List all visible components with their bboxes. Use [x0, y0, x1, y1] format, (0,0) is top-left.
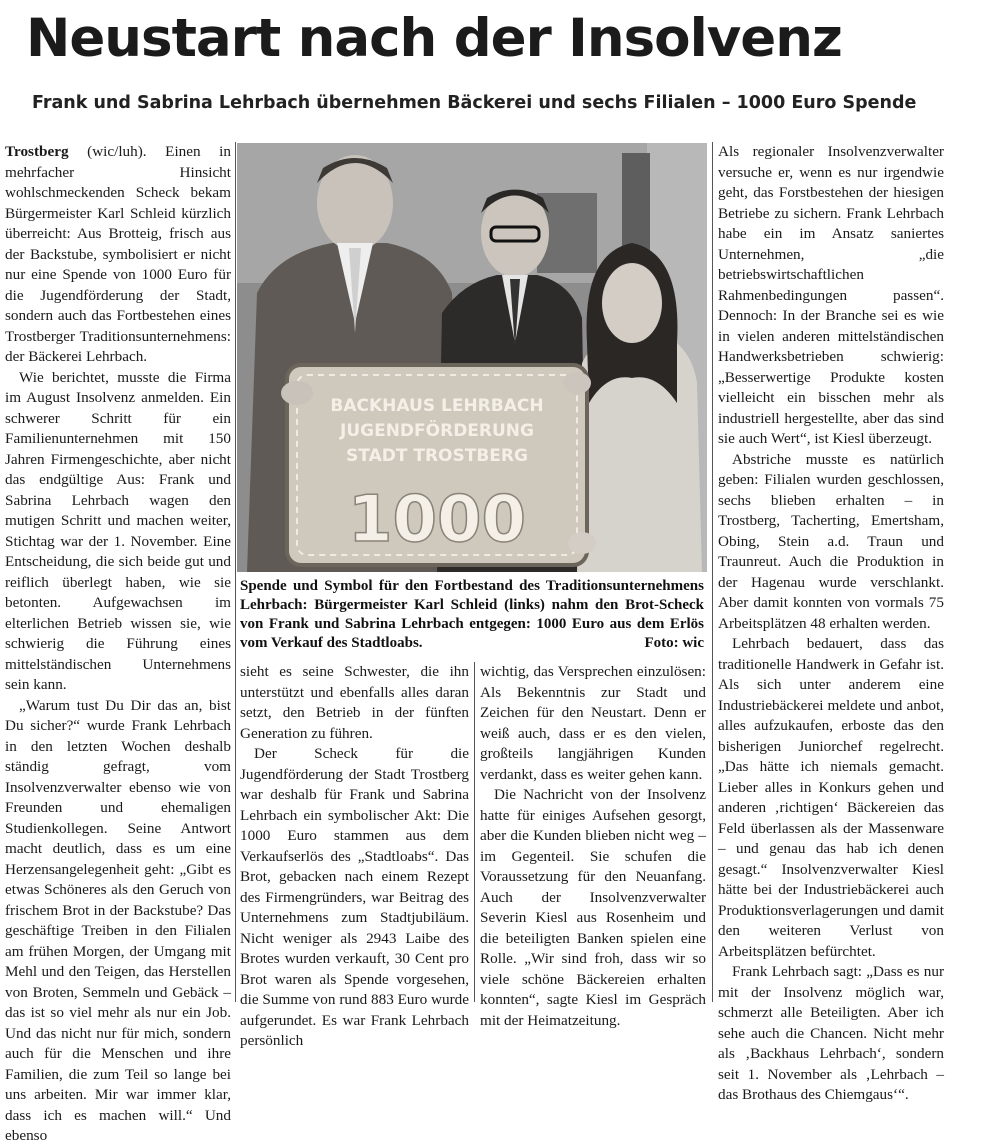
paragraph: Frank Lehrbach sagt: „Dass es nur mit der Insolvenz möglich war, schmerzt alle Beteiligten. Aber ich sehe auch die Chancen. Nicht mehr als ‚Backhaus Lehrbach‘, sondern seit 1. November als ‚Lehrbach – das Brothaus des Chiemgaus‘“.	[718, 963, 944, 1103]
paragraph: „Warum tust Du Dir das an, bist Du sicher?“ wurde Frank Lehrbach in den letzten Wochen deshalb ständig gefragt, vom Insolvenzverwalter ebenso wie von Freunden und ehemaligen Studienkollegen. Seine Antwort macht deutlich, dass es um eine Herzensangelegenheit geht: „Gibt es etwas Schöneres als den Geruch von frischem Brot in der Backstube? Das geschäftige Treiben in den Filialen am frühen Morgen, der Umgang mit Mehl und den Teigen, das Herstellen von Broten, Semmeln und Gebäck – das ist so viel mehr als nur ein Job. Und das nicht nur für mich, sondern auch für die Menschen und ihre Familien, die zum Teil so lange bei uns arbeiten. Mir war immer klar, dass ich es machen will.“ Und ebenso	[5, 696, 231, 1144]
photo-illustration	[237, 143, 707, 572]
paragraph: Der Scheck für die Jugendförderung der Stadt Trostberg war deshalb für Frank und Sabrina Lehrbach ein symbolischer Akt: Die 1000 Euro stammen aus dem Verkaufserlös des „Stadtloabs“. Das Brot, gebacken nach einem Rezept des Firmengründers, war Beitrag des Unternehmens zum Stadtjubiläum. Nicht weniger als 2943 Laibe des Brotes wurden verkauft, 30 Cent pro Brot waren als Spende vorgesehen, die Summe von rund 883 Euro wurde aufgerundet. Es war Frank Lehrbach persönlich	[240, 745, 469, 1049]
column-divider	[474, 662, 475, 1002]
paragraph: wichtig, das Versprechen einzulösen: Als Bekenntnis zur Stadt und Zeichen für den Neustart. Denn er weiß auch, dass er es den vielen, großteils langjährigen Kunden verdankt, dass es weiter gehen kann.	[480, 663, 706, 783]
subheadline: Frank und Sabrina Lehrbach übernehmen Bäckerei und sechs Filialen – 1000 Euro Spende	[32, 93, 917, 113]
column-divider	[235, 142, 236, 1002]
column-divider	[712, 142, 713, 1002]
bread-amount: 1000	[347, 483, 527, 557]
paragraph-text: (wic/luh). Einen in mehrfacher Hinsicht wohlschmeckenden Scheck bekam Bürgermeister Karl Schleid kürzlich überreicht: Aus Brotteig, frisch aus der Backstube, symbolisiert er nicht nur eine Spende von 1000 Euro für die Jugendförderung der Stadt, sondern auch das Fortbestehen eines Trostberger Traditionsunternehmens: der Bäckerei Lehrbach.	[5, 143, 231, 365]
article-column-2	[240, 662, 469, 1049]
dateline: Trostberg	[5, 143, 69, 160]
article-photo	[237, 143, 707, 572]
article-column-3	[480, 662, 706, 1029]
article-column-4	[718, 142, 944, 1103]
photo-caption	[240, 577, 704, 653]
paragraph: Die Nachricht von der Insolvenz hatte für einiges Aufsehen gesorgt, aber die Kunden blieben nicht weg – im Gegenteil. Sie schufen die Voraussetzung für den Neuanfang. Auch der Insolvenzverwalter Severin Kiesl aus Rosenheim und die beteiligten Banken spielen eine Rolle. „Wir sind froh, dass wir so viele schöne Bäckereien erhalten konnten“, sagte Kiesl im Gespräch mit der Heimatzeitung.	[480, 786, 706, 1029]
bread-text-line-1: BACKHAUS LEHRBACH	[330, 396, 544, 416]
paragraph: Lehrbach bedauert, dass das traditionelle Handwerk in Gefahr ist. Als sich unter anderem eine Industriebäckerei meldete und anbot, alles aufzukaufen, erboste das den bisherigen Juniorchef regelrecht. „Das hätte ich niemals gemacht. Lieber alles in Konkurs gehen und anderen ‚richtigen‘ Bäckereien das Feld überlassen als der Massenware – und genau das hab ich denen gesagt.“ Insolvenzverwalter Kiesl hätte bei der Industriebäckerei auch Produktionsverlagerungen und damit den weiteren Verlust von Arbeitsplätzen befürchtet.	[718, 635, 944, 960]
bread-text-line-2: JUGENDFÖRDERUNG	[340, 421, 534, 441]
paragraph	[5, 142, 231, 368]
article-column-1	[5, 142, 231, 1144]
photo-credit: Foto: wic	[644, 635, 704, 651]
paragraph: Wie berichtet, musste die Firma im August Insolvenz anmelden. Ein schwerer Schritt für ein Familienunternehmen mit 150 Jahren Firmengeschichte, aber nicht das endgültige Aus: Frank und Sabrina Lehrbach wagen den mutigen Schritt und machen weiter, Stichtag war der 1. November. Eine Entscheidung, die sich beide gut und reiflich überlegt haben, wie sie betonten. Aufgewachsen im elterlichen Betrieb wissen sie, wie schwierig die Führung eines mittelständischen Unternehmens sein kann.	[5, 368, 231, 693]
paragraph: sieht es seine Schwester, die ihn unterstützt und ebenfalls alles daran setzt, den Betrieb in der fünften Generation zu führen.	[240, 663, 469, 742]
caption-text: Spende und Symbol für den Fortbestand des Traditionsunternehmens Lehrbach: Bürgermeister Karl Schleid (links) nahm den Brot-Scheck von Frank und Sabrina Lehrbach entgegen: 1000 Euro aus dem Erlös vom Verkauf des Stadtloabs.	[240, 578, 704, 651]
headline: Neustart nach der Insolvenz	[26, 8, 842, 69]
paragraph: Als regionaler Insolvenzverwalter versuche er, wenn es nur irgendwie geht, das Forstbestehen der hiesigen Betriebe zu sichern. Frank Lehrbach habe ein im Ansatz saniertes Unternehmen, „die betriebswirtschaftlichen Rahmenbedingungen passen“. Dennoch: In der Branche sei es wie in vielen anderen mittelständischen Handwerksbetrieben schwierig: „Besserwertige Produkte kosten vielleicht ein bisschen mehr als industriell hergestellte, aber das sind sie auch Wert“, ist Kiesl überzeugt.	[718, 143, 944, 447]
bread-text-line-3: STADT TROSTBERG	[346, 446, 528, 466]
paragraph: Abstriche musste es natürlich geben: Filialen wurden geschlossen, sechs blieben erhalten – in Trostberg, Tacherting, Emertsham, Obing, Stein a.d. Traun und Traunreut. Auch die Produktion in der Hagenau wurde verschlankt. Aber damit konnten von vormals 75 Arbeitsplätzen 48 erhalten werden.	[718, 450, 944, 632]
